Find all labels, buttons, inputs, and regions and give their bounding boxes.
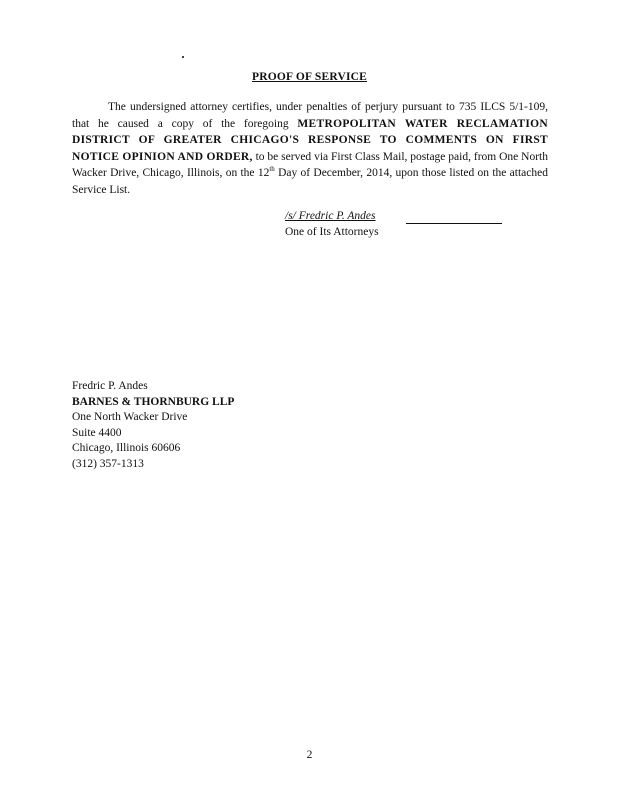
paragraph-end: Day of December, 2014, upon those listed on the attached Service List. — [72, 167, 548, 196]
stray-mark — [182, 56, 184, 58]
address-suite: Suite 4400 — [72, 426, 122, 439]
paragraph-middle: to be served via First Class Mail, postage paid, from One North Wacker Drive, Chicago, Illinois, on the 12 — [72, 150, 548, 179]
signature-name: /s/ Fredric P. Andes — [285, 210, 376, 222]
certification-paragraph — [72, 99, 548, 198]
signature-blank-line — [406, 212, 502, 224]
address-phone: (312) 357-1313 — [72, 457, 144, 470]
paragraph-date-superscript: th — [269, 165, 275, 174]
address-street: One North Wacker Drive — [72, 411, 188, 423]
firm-name: BARNES & THORNBURG LLP — [72, 395, 235, 408]
paragraph-intro: The undersigned attorney certifies, under penalties of perjury pursuant to 735 ILCS 5/1-109, that he caused a copy of the foregoing — [72, 101, 548, 130]
signature-line — [285, 208, 502, 224]
attorney-name: Fredric P. Andes — [72, 380, 148, 392]
signature-block — [285, 208, 502, 240]
document-title: PROOF OF SERVICE — [251, 71, 368, 83]
signature-role: One of Its Attorneys — [285, 226, 379, 238]
address-city: Chicago, Illinois 60606 — [72, 442, 181, 454]
attorney-address-block — [72, 379, 234, 472]
paragraph-document-title: METROPOLITAN WATER RECLAMATION DISTRICT OF GREATER CHICAGO'S RESPONSE TO COMMENTS ON FIRST NOTICE OPINION AND ORDER, — [72, 117, 548, 163]
page-number: 2 — [306, 749, 313, 761]
